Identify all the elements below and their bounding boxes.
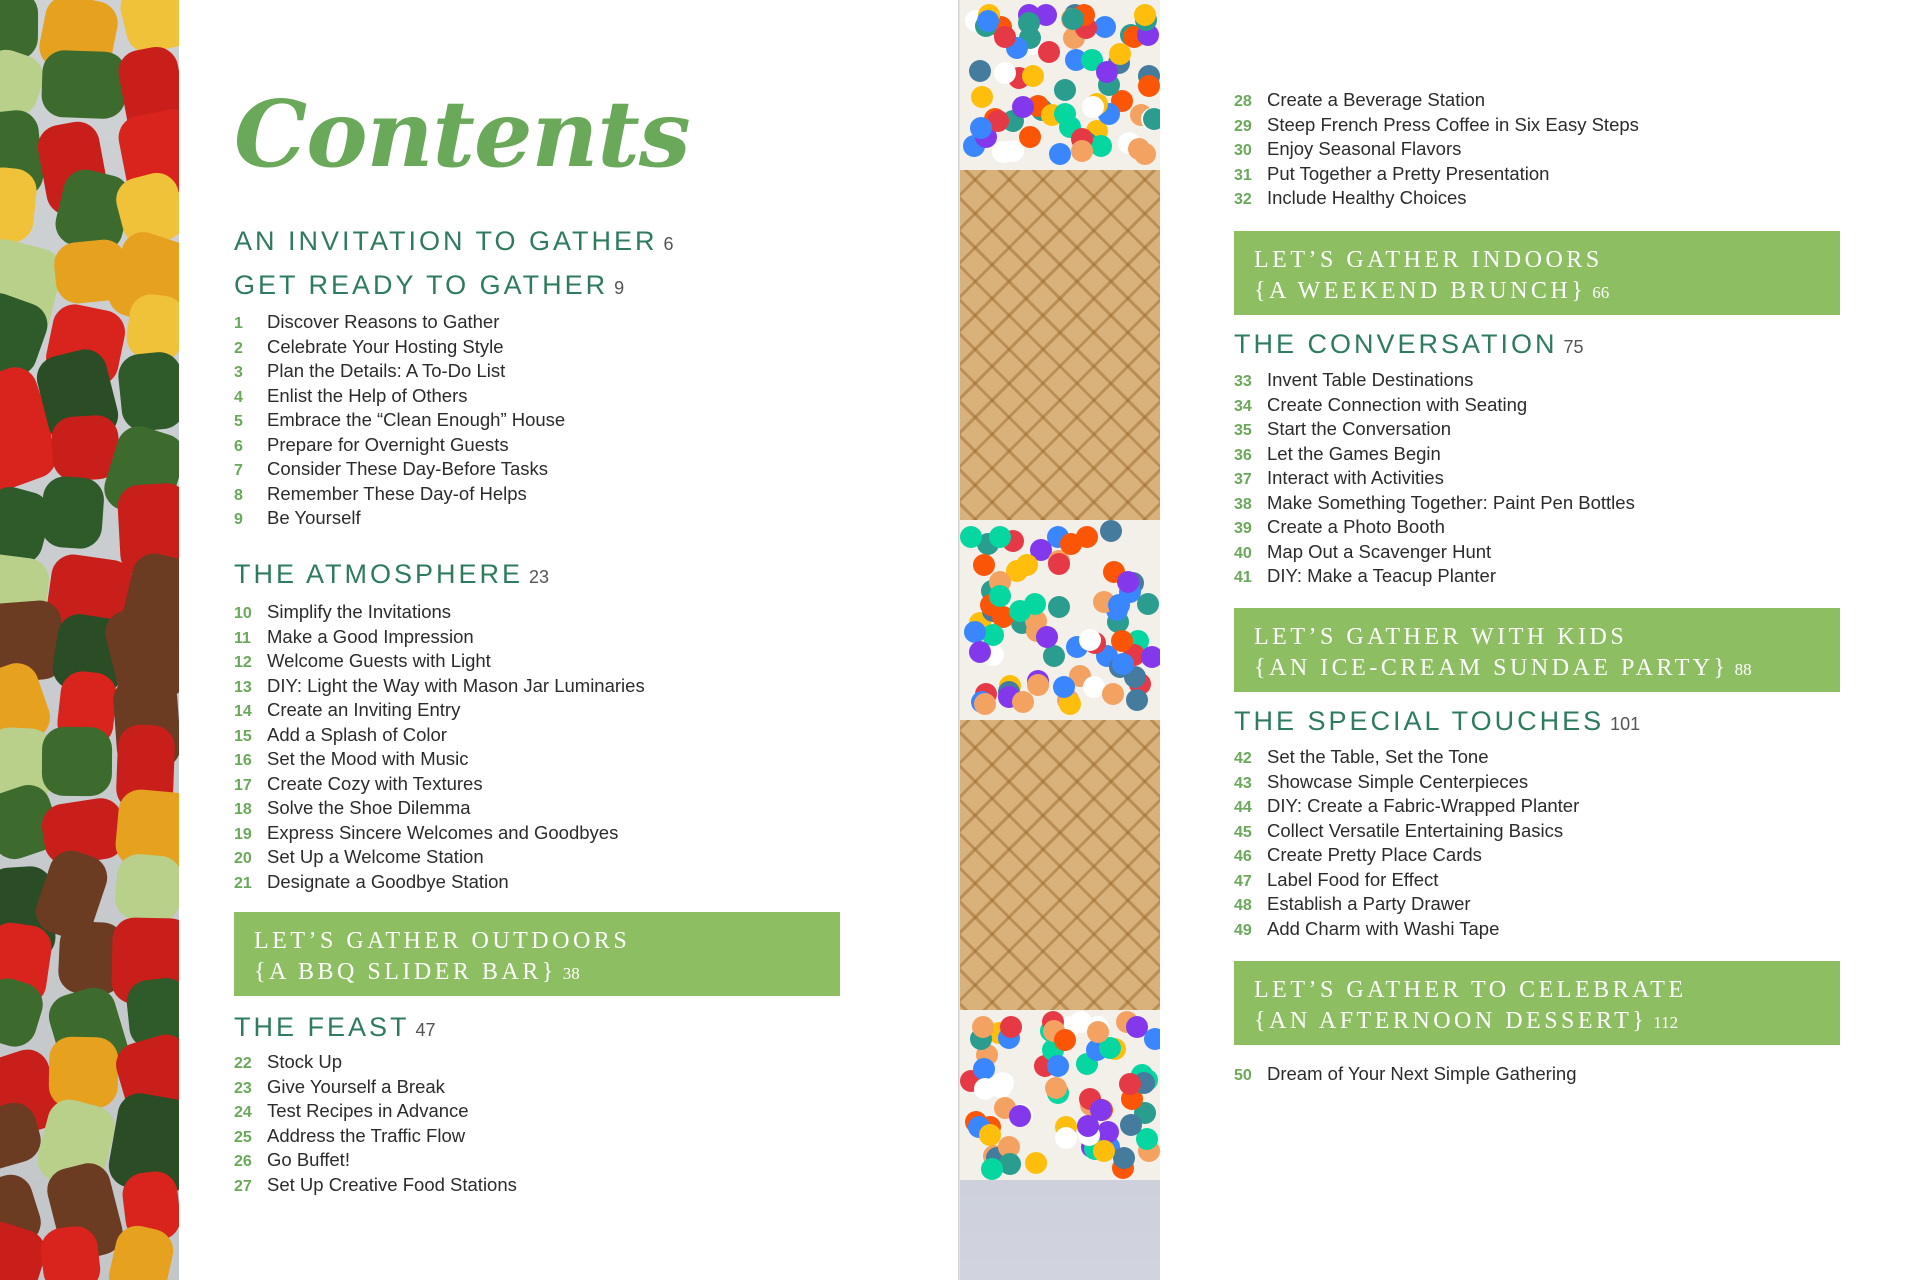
entry-title: Showcase Simple Centerpieces [1267,770,1529,792]
vegetable-piece [116,350,179,433]
sprinkle [1018,12,1040,34]
sprinkle [1036,626,1058,648]
entry-title: Set Up Creative Food Stations [267,1173,517,1195]
toc-list-final [1234,1062,1577,1087]
toc-list-feast [234,1050,517,1197]
toc-entry [234,723,645,748]
entry-title: Prepare for Overnight Guests [267,433,509,455]
banner-gather-indoors [1234,231,1840,315]
entry-title: Include Healthy Choices [1267,187,1467,208]
entry-number: 26 [234,1153,252,1170]
vegetable-skewers-photo [0,0,179,1280]
toc-entry [1234,137,1639,162]
sprinkle [1138,75,1160,97]
entry-title: Consider These Day-Before Tasks [267,458,549,479]
sprinkle [972,1016,994,1038]
entry-number: 43 [1234,774,1252,792]
entry-title: Simplify the Invitations [267,601,452,622]
toc-entry [1234,892,1579,917]
vegetable-piece [49,1037,120,1109]
entry-title: Set the Mood with Music [267,748,469,769]
section-title: THE FEAST [234,1012,410,1042]
toc-entry [234,1124,517,1149]
entry-title: Express Sincere Welcomes and Goodbyes [267,821,619,843]
sprinkle [1047,1055,1069,1077]
entry-title: Plan the Details: A To-Do List [267,360,506,381]
sprinkle [971,86,993,108]
banner-page-number: 38 [562,964,580,983]
section-title: THE ATMOSPHERE [234,559,524,589]
section-page-number: 47 [415,1020,436,1040]
toc-entry [1234,162,1639,187]
sprinkle [1096,61,1118,83]
banner-line-2: {A WEEKEND BRUNCH} [1254,278,1587,304]
toc-entry [234,1099,517,1124]
entry-title: Steep French Press Coffee in Six Easy Steps [1267,113,1639,135]
toc-list-conversation [1234,368,1635,589]
sprinkle [994,62,1016,84]
sprinkle [1082,96,1104,118]
entry-number: 37 [1234,471,1252,488]
entry-number: 14 [234,703,252,720]
section-heading-atmosphere [234,559,549,590]
section-heading-feast [234,1012,436,1043]
toc-entry [1234,442,1635,467]
entry-title: Welcome Guests with Light [267,650,491,671]
entry-number: 41 [1234,569,1252,586]
entry-number: 35 [1234,422,1252,439]
sprinkle [1012,96,1034,118]
toc-entry [234,772,645,797]
toc-list-special-touches [1234,745,1579,941]
book-spine [958,0,960,1280]
vegetable-piece [39,475,104,550]
sprinkle [1108,594,1130,616]
sprinkle [1134,4,1156,26]
waffle-cone [960,140,1160,540]
entry-number: 5 [234,413,243,430]
entry-title: Create Cozy with Textures [267,772,483,794]
sprinkle [989,585,1011,607]
section-heading-special-touches [1234,706,1640,737]
toc-entry [234,457,565,482]
toc-entry [234,674,645,699]
entry-number: 42 [1234,750,1252,767]
entry-title: Invent Table Destinations [1267,369,1474,390]
sprinkle [1038,41,1060,63]
banner-gather-to-celebrate [1234,961,1840,1045]
toc-entry [1234,186,1639,211]
banner-line-1: LET’S GATHER TO CELEBRATE [1254,977,1687,1003]
section-page-number: 9 [614,278,625,298]
entry-title: Interact with Activities [1267,467,1444,488]
section-heading-get-ready [234,270,624,301]
sprinkle [1119,1073,1141,1095]
sprinkle [1128,138,1150,160]
toc-entry [1234,745,1579,770]
section-page-number: 23 [529,567,550,587]
entry-title: Collect Versatile Entertaining Basics [1267,819,1564,841]
entry-number: 33 [1234,373,1252,390]
entry-number: 32 [1234,191,1252,208]
entry-number: 23 [234,1079,252,1097]
sprinkle [974,693,996,715]
entry-number: 22 [234,1055,252,1072]
sprinkle [1025,1152,1047,1174]
toc-entry [1234,368,1635,393]
entry-number: 39 [1234,520,1252,537]
toc-entry [1234,564,1635,589]
sprinkle [1117,571,1139,593]
entry-number: 19 [234,825,252,843]
section-title: AN INVITATION TO GATHER [234,226,658,256]
entry-title: Create Connection with Seating [1267,393,1528,415]
entry-title: Test Recipes in Advance [267,1100,469,1121]
entry-number: 36 [1234,446,1252,464]
toc-entry [234,310,565,335]
banner-page-number: 88 [1734,660,1752,679]
entry-number: 46 [1234,848,1252,865]
sprinkle [969,641,991,663]
toc-entry [1234,393,1635,418]
toc-entry [234,870,645,895]
entry-number: 16 [234,752,252,769]
entry-number: 44 [1234,799,1252,816]
entry-number: 12 [234,654,252,671]
entry-number: 18 [234,801,252,818]
toc-entry [234,747,645,772]
banner-line-1: LET’S GATHER OUTDOORS [254,928,631,954]
toc-entry [234,1075,517,1100]
entry-title: Create an Inviting Entry [267,699,461,720]
toc-entry [1234,466,1635,491]
entry-number: 40 [1234,544,1252,562]
entry-title: Celebrate Your Hosting Style [267,335,504,357]
banner-gather-with-kids [1234,608,1840,692]
entry-title: Solve the Shoe Dilemma [267,797,471,818]
banner-line-1: LET’S GATHER WITH KIDS [1254,624,1628,650]
toc-entry [1234,794,1579,819]
entry-number: 8 [234,486,243,504]
sprinkle [1141,646,1160,668]
banner-line-2: {AN AFTERNOON DESSERT} [1254,1008,1648,1034]
entry-number: 49 [1234,921,1252,939]
entry-title: Start the Conversation [1267,418,1452,439]
sprinkle [973,1058,995,1080]
sprinkle [1144,1028,1160,1050]
toc-entry [234,359,565,384]
section-title: GET READY TO GATHER [234,270,609,300]
toc-list-feast-continued [1234,88,1639,211]
entry-title: DIY: Light the Way with Mason Jar Luminaries [267,674,645,696]
sprinkle [1027,674,1049,696]
entry-title: Embrace the “Clean Enough” House [267,409,566,430]
entry-number: 48 [1234,897,1252,914]
toc-entry [234,335,565,360]
entry-title: Label Food for Effect [1267,868,1439,890]
entry-title: DIY: Create a Fabric-Wrapped Planter [1267,795,1580,816]
section-page-number: 6 [663,234,674,254]
toc-entry [1234,540,1635,565]
entry-title: Address the Traffic Flow [267,1124,466,1146]
entry-title: Set the Table, Set the Tone [1267,746,1489,767]
toc-entry [1234,88,1639,113]
entry-number: 9 [234,511,243,528]
banner-line-1: LET’S GATHER INDOORS [1254,247,1603,273]
toc-entry [1234,819,1579,844]
toc-entry [234,649,645,674]
entry-number: 2 [234,339,243,357]
entry-title: Put Together a Pretty Presentation [1267,162,1550,184]
entry-number: 24 [234,1104,252,1121]
toc-entry [234,433,565,458]
toc-entry [234,384,565,409]
entry-number: 28 [1234,93,1252,110]
entry-title: Create a Beverage Station [1267,89,1486,110]
entry-number: 29 [1234,117,1252,135]
entry-title: Create Pretty Place Cards [1267,844,1482,865]
section-title: THE CONVERSATION [1234,329,1558,359]
entry-number: 13 [234,678,252,696]
entry-title: Dream of Your Next Simple Gathering [1267,1063,1577,1084]
waffle-cone [960,700,1160,1040]
section-heading-invitation [234,226,674,257]
entry-title: Stock Up [267,1051,343,1072]
banner-page-number: 112 [1653,1013,1679,1032]
entry-number: 30 [1234,142,1252,159]
toc-list-get-ready [234,310,565,531]
toc-entry [234,845,645,870]
toc-entry [234,482,565,507]
entry-title: Add Charm with Washi Tape [1267,917,1500,939]
entry-number: 15 [234,727,252,745]
section-title: THE SPECIAL TOUCHES [1234,706,1605,736]
entry-number: 17 [234,776,252,794]
toc-entry [1234,515,1635,540]
entry-number: 47 [1234,872,1252,890]
entry-number: 4 [234,388,243,406]
toc-entry [1234,417,1635,442]
sprinkle [979,1124,1001,1146]
section-page-number: 101 [1610,714,1641,734]
toc-entry [234,408,565,433]
sprinkle [1054,79,1076,101]
entry-title: Enjoy Seasonal Flavors [1267,138,1462,159]
entry-title: Map Out a Scavenger Hunt [1267,540,1492,562]
entry-number: 31 [1234,166,1252,184]
entry-number: 3 [234,364,243,381]
sprinkle [1137,593,1159,615]
entry-title: Give Yourself a Break [267,1075,445,1097]
sprinkle [1048,553,1070,575]
entry-title: Go Buffet! [267,1149,350,1170]
sprinkle [1094,16,1116,38]
sprinkle [1009,1105,1031,1127]
toc-entry [234,600,645,625]
sprinkle [1143,108,1160,130]
section-heading-conversation [1234,329,1584,360]
entry-title: Set Up a Welcome Station [267,846,484,867]
banner-line-2: {AN ICE-CREAM SUNDAE PARTY} [1254,655,1729,681]
sprinkle [1002,140,1024,162]
banner-gather-outdoors [234,912,840,996]
entry-title: Make a Good Impression [267,625,474,647]
entry-number: 45 [1234,823,1252,841]
entry-number: 38 [1234,495,1252,513]
entry-title: Enlist the Help of Others [267,384,468,406]
entry-title: Establish a Party Drawer [1267,893,1471,914]
section-page-number: 75 [1563,337,1584,357]
entry-number: 1 [234,315,243,332]
entry-title: Designate a Goodbye Station [267,870,509,892]
entry-title: Create a Photo Booth [1267,516,1445,537]
toc-entry [234,698,645,723]
entry-number: 21 [234,874,252,892]
toc-entry [1234,491,1635,516]
toc-entry [1234,868,1579,893]
toc-entry [234,625,645,650]
toc-list-atmosphere [234,600,645,894]
toc-entry [1234,1062,1577,1087]
toc-entry [234,1148,517,1173]
vegetable-piece [113,852,179,923]
toc-entry [234,821,645,846]
toc-entry [1234,843,1579,868]
entry-title: Be Yourself [267,507,361,528]
entry-number: 20 [234,850,252,867]
entry-title: DIY: Make a Teacup Planter [1267,565,1496,586]
banner-page-number: 66 [1592,283,1610,302]
toc-entry [234,796,645,821]
sprinkle [970,117,992,139]
entry-number: 34 [1234,397,1252,415]
sprinkle [1054,103,1076,125]
entry-title: Make Something Together: Paint Pen Bottles [1267,491,1635,513]
entry-title: Let the Games Begin [1267,442,1441,464]
vegetable-piece [41,727,111,796]
toc-entry [1234,770,1579,795]
toc-entry [234,1050,517,1075]
toc-entry [234,1173,517,1198]
toc-entry [1234,113,1639,138]
entry-number: 11 [234,629,251,647]
entry-title: Remember These Day-of Helps [267,482,527,504]
entry-number: 6 [234,437,243,455]
entry-title: Discover Reasons to Gather [267,311,500,332]
entry-number: 25 [234,1128,252,1146]
toc-entry [1234,917,1579,942]
vegetable-piece [41,49,127,119]
entry-title: Add a Splash of Color [267,723,447,745]
sprinkle [1054,1029,1076,1051]
entry-number: 27 [234,1177,252,1195]
entry-number: 50 [1234,1067,1252,1084]
toc-entry [234,506,565,531]
sprinkle [1049,143,1071,165]
ice-cream-cones-photo [960,0,1160,1280]
page-title: Contents [234,80,690,188]
banner-line-2: {A BBQ SLIDER BAR} [254,959,557,985]
entry-number: 10 [234,605,252,622]
entry-number: 7 [234,462,243,479]
